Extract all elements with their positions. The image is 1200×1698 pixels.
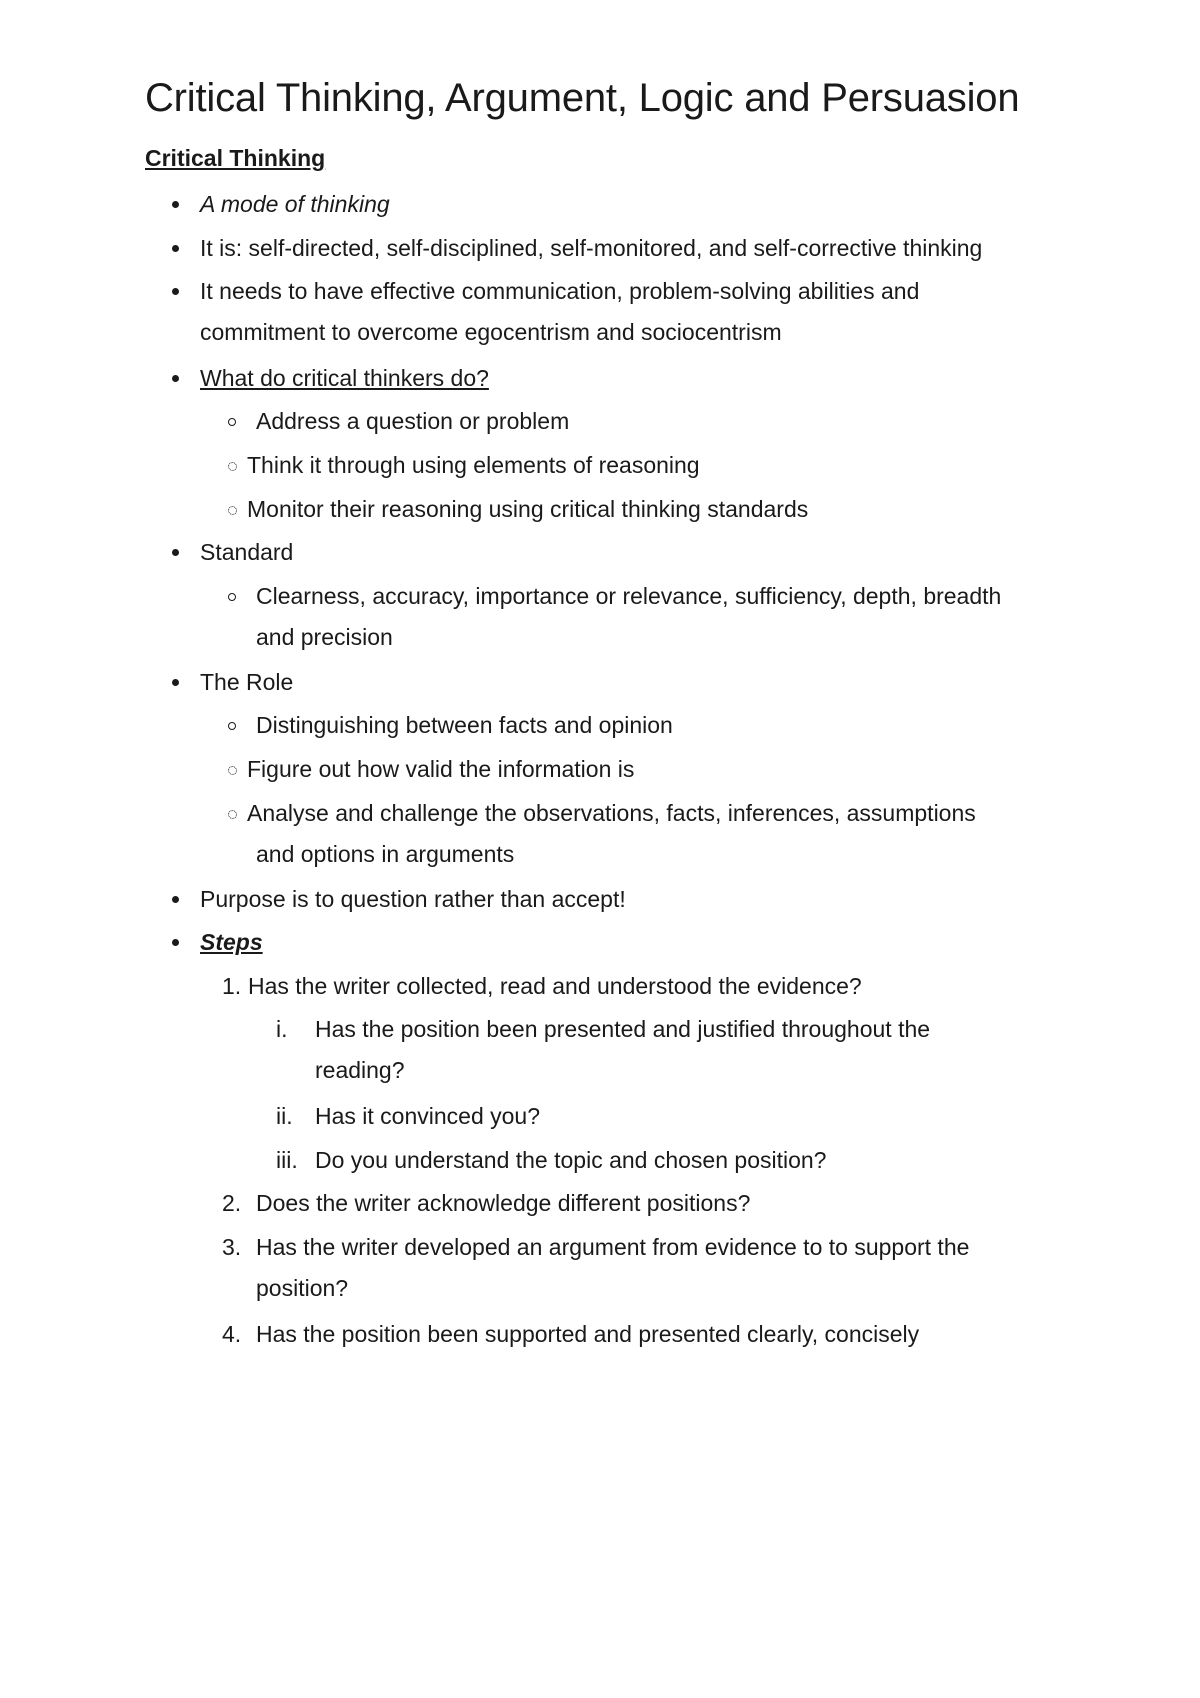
sub-list-item: Clearness, accuracy, importance or relevance, sufficiency, depth, breadth bbox=[256, 583, 1002, 609]
step-item: Has the writer collected, read and understood the evidence? bbox=[248, 973, 862, 999]
substep-item: Do you understand the topic and chosen position? bbox=[315, 1147, 827, 1173]
sub-bullet-circle bbox=[228, 722, 236, 730]
substep-numeral: ii. bbox=[276, 1103, 293, 1129]
list-item: Standard bbox=[200, 539, 294, 565]
list-item-continuation: commitment to overcome egocentrism and sociocentrism bbox=[200, 319, 782, 345]
page-title: Critical Thinking, Argument, Logic and Persuasion bbox=[145, 76, 1020, 120]
section-heading: Critical Thinking bbox=[145, 145, 326, 171]
sub-list-item: Distinguishing between facts and opinion bbox=[256, 712, 673, 738]
bullet-dot bbox=[172, 375, 179, 382]
substep-item: Has it convinced you? bbox=[315, 1103, 541, 1129]
step-item: Has the position been supported and presented clearly, concisely bbox=[256, 1321, 920, 1347]
list-item: The Role bbox=[200, 669, 294, 695]
list-item: It needs to have effective communication, problem-solving abilities and bbox=[200, 278, 920, 304]
bullet-dot bbox=[172, 679, 179, 686]
sub-list-item: Analyse and challenge the observations, facts, inferences, assumptions bbox=[247, 800, 976, 826]
substep-item: Has the position been presented and justified throughout the bbox=[315, 1016, 931, 1042]
list-item: A mode of thinking bbox=[200, 191, 390, 217]
sub-bullet-circle bbox=[228, 462, 237, 471]
step-number: 4. bbox=[222, 1321, 242, 1347]
bullet-dot bbox=[172, 288, 179, 295]
sub-bullet-circle bbox=[228, 506, 237, 515]
sub-bullet-circle bbox=[228, 766, 237, 775]
substep-item-continuation: reading? bbox=[315, 1057, 405, 1083]
substep-numeral: iii. bbox=[276, 1147, 298, 1173]
sub-bullet-circle bbox=[228, 418, 236, 426]
list-item-heading: Steps bbox=[200, 929, 263, 955]
step-number: 3. bbox=[222, 1234, 242, 1260]
bullet-dot bbox=[172, 549, 179, 556]
sub-list-item: Figure out how valid the information is bbox=[247, 756, 635, 782]
sub-list-item: Address a question or problem bbox=[256, 408, 570, 434]
bullet-dot bbox=[172, 201, 179, 208]
sub-bullet-circle bbox=[228, 593, 236, 601]
substep-numeral: i. bbox=[276, 1016, 288, 1042]
bullet-dot bbox=[172, 245, 179, 252]
step-item: Does the writer acknowledge different positions? bbox=[256, 1190, 751, 1216]
list-item-heading: What do critical thinkers do? bbox=[200, 365, 489, 391]
bullet-dot bbox=[172, 896, 179, 903]
sub-list-item: Think it through using elements of reasoning bbox=[247, 452, 700, 478]
sub-list-item-continuation: and precision bbox=[256, 624, 393, 650]
step-item: Has the writer developed an argument from evidence to to support the bbox=[256, 1234, 970, 1260]
sub-bullet-circle bbox=[228, 810, 237, 819]
sub-list-item-continuation: and options in arguments bbox=[256, 841, 515, 867]
step-number: 2. bbox=[222, 1190, 242, 1216]
step-item-continuation: position? bbox=[256, 1275, 349, 1301]
list-item: It is: self-directed, self-disciplined, self-monitored, and self-corrective thinking bbox=[200, 235, 983, 261]
sub-list-item: Monitor their reasoning using critical thinking standards bbox=[247, 496, 809, 522]
list-item: Purpose is to question rather than accept! bbox=[200, 886, 626, 912]
step-number: 1. bbox=[222, 973, 242, 999]
bullet-dot bbox=[172, 939, 179, 946]
